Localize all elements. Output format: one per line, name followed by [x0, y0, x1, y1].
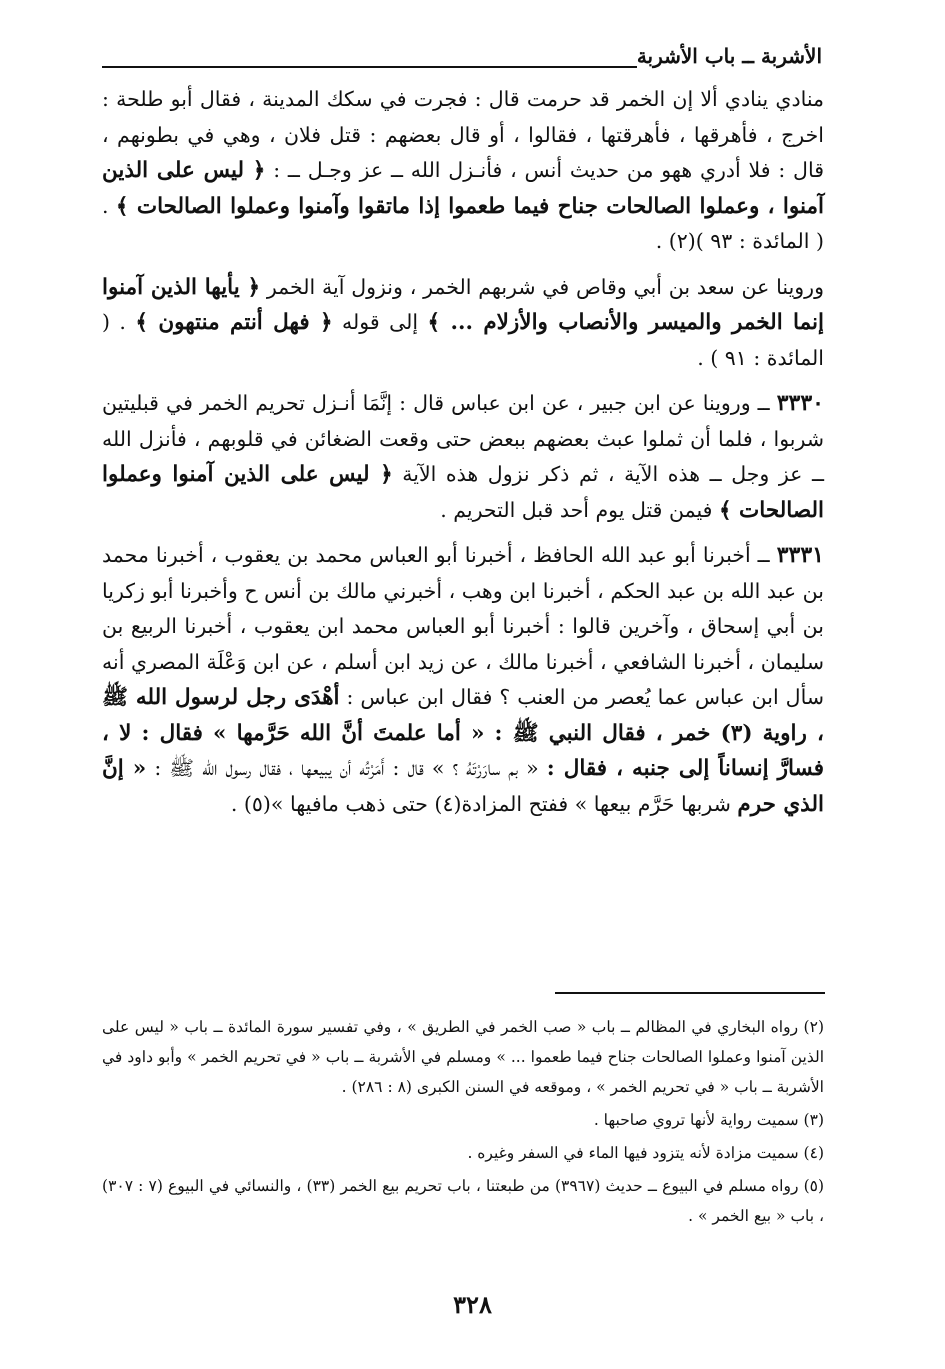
footnotes	[102, 1012, 824, 1234]
quran-verse-4: ﴿ ليس على الذين آمنوا وعملوا الصالحات ﴾	[102, 462, 824, 523]
footnote-rule	[555, 992, 825, 994]
footnote-5: (٥) رواه مسلم في البيوع ــ حديث (٣٩٦٧) من طبعتنا ، باب تحريم بيع الخمر (٣٣) ، والنسائي في البيوع (٧ : ٣٠٧) ، باب « بيع الخمر » .	[102, 1177, 825, 1225]
hadith-number-3330: ٣٣٣٠	[776, 390, 824, 416]
p3-text: ــ وروينا عن ابن جبير ، عن ابن عباس قال : إنَّمَا أنـزل تحريم الخمر في قبليتين شربوا ، فلما أن ثملوا عبث بعضهم ببعض حتى وقعت الضغائن في قلوبهم ، فأنزل الله ــ عز وجل ــ هذه الآية ، ثم ذكر نزول هذه الآية	[102, 391, 824, 486]
hadith-3330	[102, 386, 824, 528]
page-number: ٣٢٨	[453, 1290, 492, 1319]
footnote-2: (٢) رواه البخاري في المظالم ــ باب « صب الخمر في الطريق » ، وفي تفسير سورة المائدة ــ باب « ليس على الذين آمنوا وعملوا الصالحات جناح فيما طعموا ... » ومسلم في الأشربة ــ باب « في تحريم الخمر » وأبو داود في الأشربة ــ باب « في تحريم الخمر » ، وموقعه في السنن الكبرى (٨ : ٢٨٦) .	[102, 1018, 824, 1096]
main-text	[102, 82, 824, 832]
p4-text-3: شربها حَرَّم بيعها » ففتح المزادة(٤) حتى ذهب مافيها »(٥) .	[230, 791, 731, 816]
p2-reference: . ( المائدة : ٩١ ) .	[102, 310, 824, 370]
footnote-4: (٤) سميت مزادة لأنه يتزود فيها الماء في السفر وغيره .	[467, 1144, 824, 1162]
quran-verse-1: ﴿ ليس على الذين آمنوا ، وعملوا الصالحات جناح فيما طعموا إذا ماتقوا وآمنوا وعملوا الصالحات ﴾	[102, 158, 824, 219]
p4-text-2: « بم سارَرْتَهُ ؟ » قال : أَمَرْتُه أن يبيعها ، فقال رسول الله ﷺ :	[154, 756, 539, 780]
footnote-3: (٣) سميت رواية لأنها تروي صاحبها .	[593, 1111, 824, 1129]
paragraph-1	[102, 82, 824, 260]
p1-line-2: طلحة : اخرج ، فأهرقها ، فأهرقتها ، فقالوا ، أو قال بعضهم : قتل فلان ، وهي في	[102, 87, 824, 147]
header-title: الأشربة ــ باب الأشربة	[627, 44, 822, 68]
header-rule	[102, 66, 637, 68]
p2-text-2: إلى قوله	[342, 310, 419, 334]
p4-text-1: ــ أخبرنا أبو عبد الله الحافظ ، أخبرنا أبو العباس محمد بن يعقوب ، أخبرنا محمد بن عبد الله بن عبد الحكم ، أخبرنا ابن وهب ، أخبرني مالك بن أنس ح وأخبرنا أبو زكريا بن أبي إسحاق ، وآخرين قالوا : أخبرنا أبو العباس محمد ابن يعقوب ، أخبرنا الربيع بن سليمان ، أخبرنا الشافعي ، أخبرنا مالك ، عن زيد ابن أسلم ، عن ابن وَعْلَة المصري أنه سأل ابن عباس عما يُعصر من العنب ؟ فقال ابن عباس :	[102, 543, 824, 709]
p1-line-1: منادي ينادي ألا إن الخمر قد حرمت قال : فجرت في سكك المدينة ، فقال أبو	[170, 87, 825, 111]
quran-verse-3: ﴿ فهل أنتم منتهون ﴾	[135, 310, 333, 335]
p4-bold-1: أهْدَى رجل لرسول الله ﷺ ، راوية (٣) خمر ، فقال النبي ﷺ : « أما علمتَ أنَّ الله حَرَّمها » فقال : لا ، فسارَّ إنساناً إلى جنبه ، فقال :	[102, 685, 825, 781]
hadith-3331	[102, 538, 824, 822]
paragraph-2	[102, 270, 824, 377]
quran-verse-2: ﴿ يأيها الذين آمنوا إنما الخمر والميسر والأنصاب والأزلام ... ﴾	[102, 274, 824, 335]
p1-reference: . ( المائدة : ٩٣ )(٢) .	[102, 193, 824, 253]
p4-bold-2: « إنَّ الذي حرم	[102, 756, 824, 817]
hadith-number-3331: ٣٣٣١	[776, 542, 824, 568]
running-header	[102, 44, 822, 84]
p2-text-1: وروينا عن سعد بن أبي وقاص في شربهم الخمر ، ونزول آية الخمر	[266, 274, 824, 299]
p1-line-3: بطونهم ، قال : فلا أدري ههو من حديث أنس ، فأنـزل الله ــ عز وجـل ــ :	[102, 122, 824, 182]
p3-end: فيمن قتل يوم أحد قبل التحريم .	[440, 497, 713, 522]
